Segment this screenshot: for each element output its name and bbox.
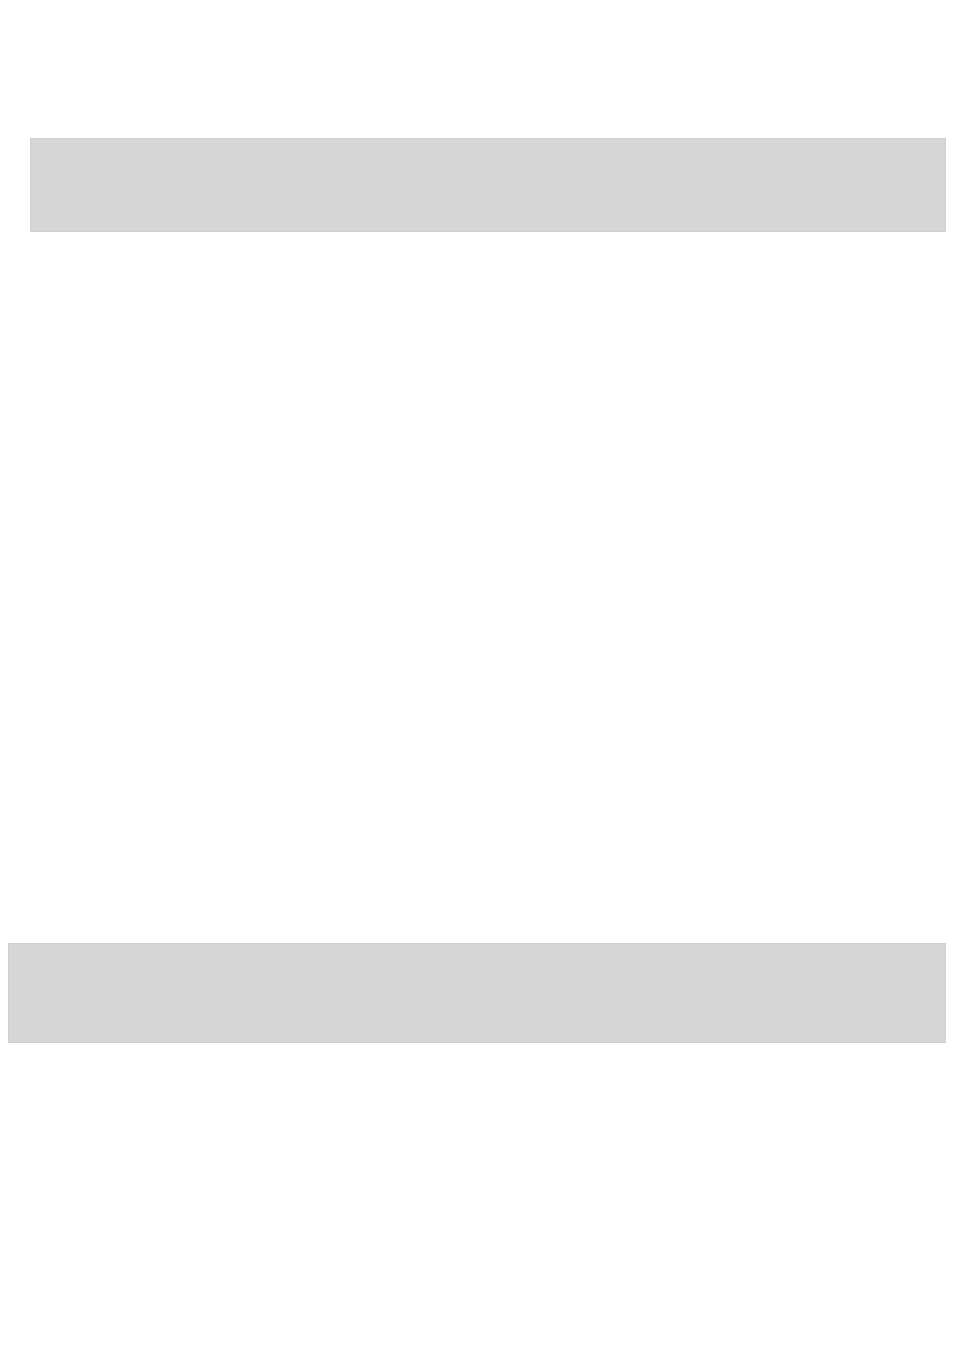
section1-banner [30, 138, 946, 232]
section2-banner [8, 943, 946, 1043]
